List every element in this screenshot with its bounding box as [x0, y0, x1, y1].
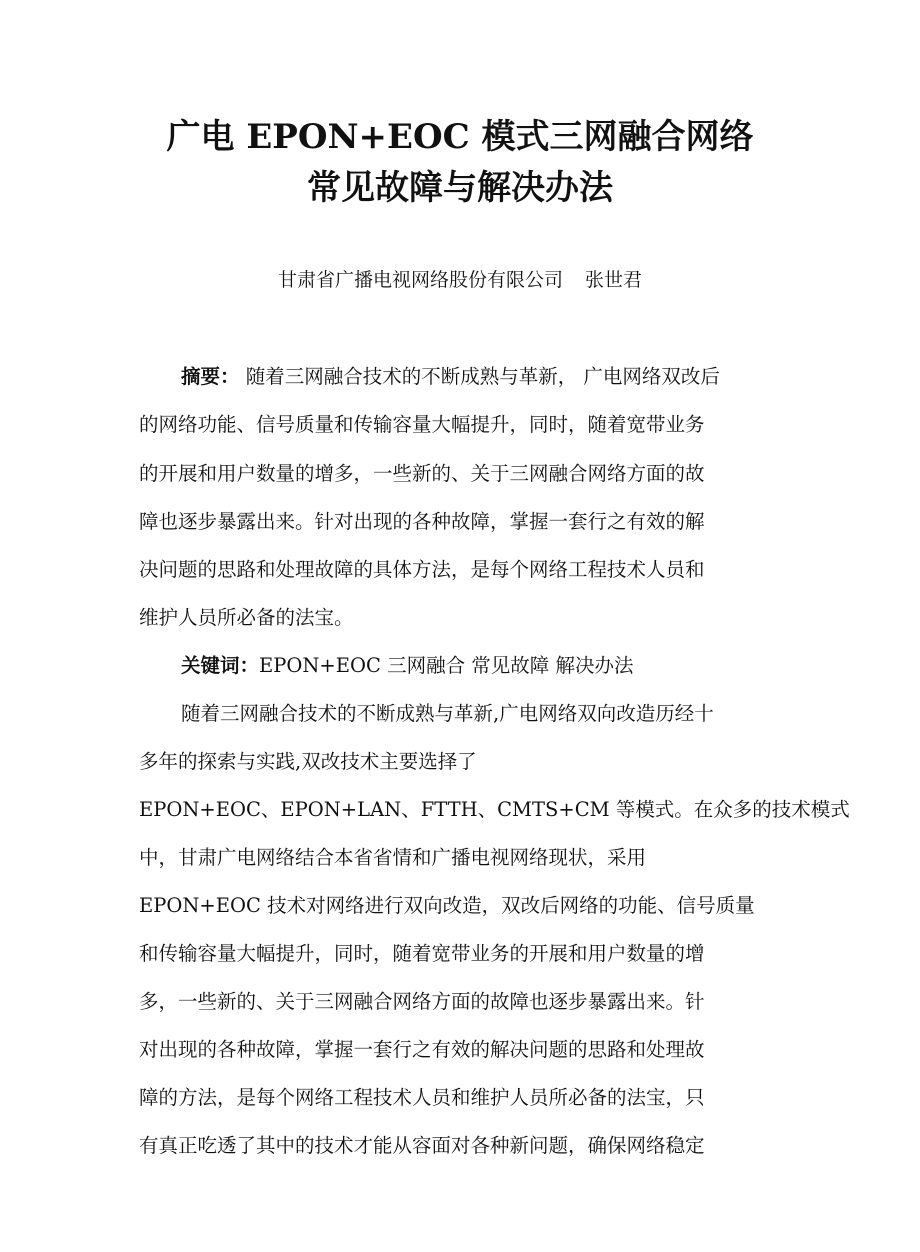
author-organization: 甘肃省广播电视网络股份有限公司	[277, 269, 563, 291]
keywords-label: 关键词：	[181, 654, 260, 677]
abstract-line: 决问题的思路和处理故障的具体方法，是每个网络工程技术人员和	[139, 558, 705, 581]
abstract-line: 维护人员所必备的法宝。	[139, 606, 354, 629]
keywords-line	[181, 651, 789, 681]
abstract-line: 的开展和用户数量的增多，一些新的、关于三网融合网络方面的故	[139, 462, 705, 485]
body-line: 随着三网融合技术的不断成熟与革新,广电网络双向改造历经十	[181, 702, 714, 725]
title-line-2: 常见故障与解决办法	[307, 168, 613, 208]
abstract-line: 的网络功能、信号质量和传输容量大幅提升，同时，随着宽带业务	[139, 413, 705, 436]
body-line: 多年的探索与实践,双改技术主要选择了	[139, 750, 477, 773]
abstract-text: 随着三网融合技术的不断成熟与革新， 广电网络双改后	[245, 365, 720, 388]
author-line	[0, 265, 920, 295]
body-line: 和传输容量大幅提升，同时，随着宽带业务的开展和用户数量的增	[139, 942, 705, 965]
author-name: 张世君	[585, 269, 643, 291]
abstract-line: 障也逐步暴露出来。针对出现的各种故障，掌握一套行之有效的解	[139, 510, 705, 533]
body-line: 对出现的各种故障，掌握一套行之有效的解决问题的思路和处理故	[139, 1038, 705, 1061]
keywords-text: EPON+EOC 三网融合 常见故障 解决办法	[259, 654, 634, 677]
body-line: 中，甘肃广电网络结合本省省情和广播电视网络现状，采用	[139, 846, 647, 869]
abstract-label: 摘要：	[181, 365, 240, 388]
body-line: 障的方法，是每个网络工程技术人员和维护人员所必备的法宝，只	[139, 1086, 705, 1109]
body-line: EPON+EOC、EPON+LAN、FTTH、CMTS+CM 等模式。在众多的技术模式	[139, 798, 850, 821]
body-line: 有真正吃透了其中的技术才能从容面对各种新问题，确保网络稳定	[139, 1134, 705, 1157]
body-line: EPON+EOC 技术对网络进行双向改造，双改后网络的功能、信号质量	[139, 894, 755, 917]
title-line-1: 广电 EPON+EOC 模式三网融合网络	[166, 117, 754, 157]
body-line: 多，一些新的、关于三网融合网络方面的故障也逐步暴露出来。针	[139, 990, 705, 1013]
abstract-line	[181, 362, 789, 392]
